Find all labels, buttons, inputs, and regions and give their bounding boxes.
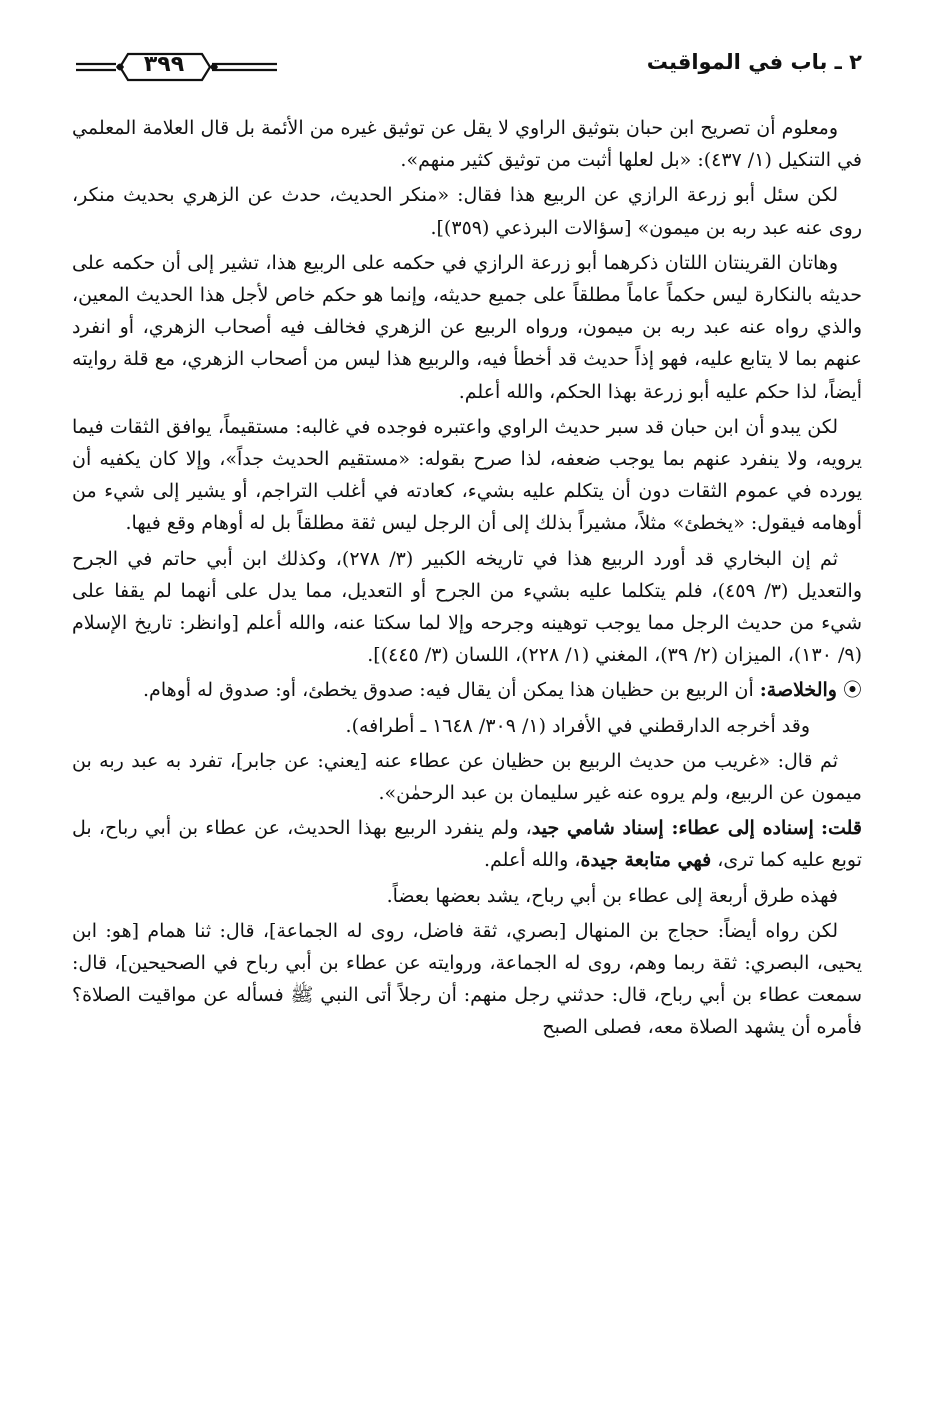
paragraph-bukhari: ثم إن البخاري قد أورد الربيع هذا في تاريخه الكبير (٣/ ٢٧٨)، وكذلك ابن أبي حاتم في الجرح والتعديل (٣/ ٤٥٩)، فلم يتكلما عليه بشيء من الجرح أو التعديل، مما يدل على أنهما لم يقفا على شيء من حديث الرجل مما يوجب توهينه وجرحه وإلا لما سكتا عنه، والله أعلم [وانظر: تاريخ الإسلام (٩/ ١٣٠)، الميزان (٢/ ٣٩)، المغني (١/ ٢٢٨)، اللسان (٣/ ٤٤٥)]. <box>72 547 862 667</box>
paragraph-ibn-hibban-sabr: لكن يبدو أن ابن حبان قد سبر حديث الراوي واعتبره فوجده في غالبه: مستقيماً، يوافق الثقات فيما يرويه، ولا ينفرد عنهم بما يوجب ضعفه، لذا صرح بقوله: «مستقيم الحديث جداً»، وإلا كان يكفيه أن يورده في عموم الثقات دون أن يتكلم عليه بشيء، كعادته في أغلب التراجم، أو يشير إلى شيء من أوهامه فيقول: «يخطئ» مثلاً، مشيراً بذلك إلى أن الرجل ليس ثقة مطلقاً بل له أوهام وقع فيها. <box>72 415 862 535</box>
chapter-title: ٢ ـ باب في المواقيت <box>646 50 862 74</box>
summary-label: والخلاصة: <box>759 679 837 702</box>
paragraph-four-routes: فهذه طرق أربعة إلى عطاء بن أبي رباح، يشد بعضها بعضاً. <box>386 884 838 907</box>
paragraph-qult <box>72 812 862 876</box>
qult-verdict: إسناده إلى عطاء: إسناد شامي جيد <box>531 817 814 840</box>
bullet-icon: ⦿ <box>836 679 862 702</box>
page-header <box>72 46 862 96</box>
qult-label: قلت: <box>820 817 862 840</box>
page-number: ٣٩٩ <box>143 52 185 77</box>
qult-text: ، ولم ينفرد الربيع بهذا الحديث، عن عطاء بن أبي رباح، بل توبع عليه كما ترى، <box>72 817 862 872</box>
paragraph-daraqutni-quote: ثم قال: «غريب من حديث الربيع بن حظيان عن عطاء عنه [يعني: عن جابر]، تفرد به عبد ربه بن ميمون عن الربيع، ولم يروه عنه غير سليمان بن عبد الرحمٰن». <box>72 749 862 805</box>
paragraph-qarinatan: وهاتان القرينتان اللتان ذكرهما أبو زرعة الرازي في حكمه على الربيع هذا، تشير إلى أن حكمه على حديثه بالنكارة ليس حكماً عاماً مطلقاً على جميع حديثه، وإنما هو حكم خاص لأجل هذا الحديث المعين، والذي رواه عنه عبد ربه بن ميمون، ورواه الربيع عن الزهري فخالف فيه أصحاب الزهري، أو انفرد عنهم بما لا يتابع عليه، فهو إذاً حديث قد أخطأ فيه، والربيع هذا ليس من أصحاب الزهري، مع قلة روايته أيضاً، لذا حكم عليه أبو زرعة بهذا الحكم، والله أعلم. <box>72 251 862 403</box>
page-body <box>72 112 862 1047</box>
page-number-ornament <box>72 46 277 90</box>
paragraph-hajjaj: لكن رواه أيضاً: حجاج بن المنهال [بصري، ثقة فاضل، روى له الجماعة]، قال: ثنا همام [هو: ابن يحيى، البصري: ثقة ربما وهم، روى له الجماعة، وروايته عن عطاء بن أبي رباح في الصحيحين]، قال: سمعت عطاء بن أبي رباح، قال: حدثني رجل منهم: أن رجلاً أتى النبي ﷺ فسأله عن مواقيت الصلاة؟ فأمره أن يشهد الصلاة معه، فصلى الصبح <box>72 919 862 1039</box>
summary-text: أن الربيع بن حظيان هذا يمكن أن يقال فيه: صدوق يخطئ، أو: صدوق له أوهام. <box>143 679 760 702</box>
qult-verdict-2: فهي متابعة جيدة <box>580 849 712 872</box>
paragraph-abu-zura: لكن سئل أبو زرعة الرازي عن الربيع هذا فقال: «منكر الحديث، حدث عن الزهري بحديث منكر، روى عنه عبد ربه بن ميمون» [سؤالات البرذعي (٣٥٩)]. <box>72 184 862 239</box>
paragraph-ibn-hibban-tawthiq: ومعلوم أن تصريح ابن حبان بتوثيق الراوي لا يقل عن توثيق غيره من الأئمة بل قال العلامة المعلمي في التنكيل (١/ ٤٣٧): «بل لعلها أثبت من توثيق كثير منهم». <box>72 117 862 172</box>
paragraph-takhrij: وقد أخرجه الدارقطني في الأفراد (١/ ٣٠٩/ ١٦٤٨ ـ أطرافه). <box>345 714 810 737</box>
qult-text-2: ، والله أعلم. <box>484 849 581 872</box>
paragraph-summary <box>72 674 862 706</box>
